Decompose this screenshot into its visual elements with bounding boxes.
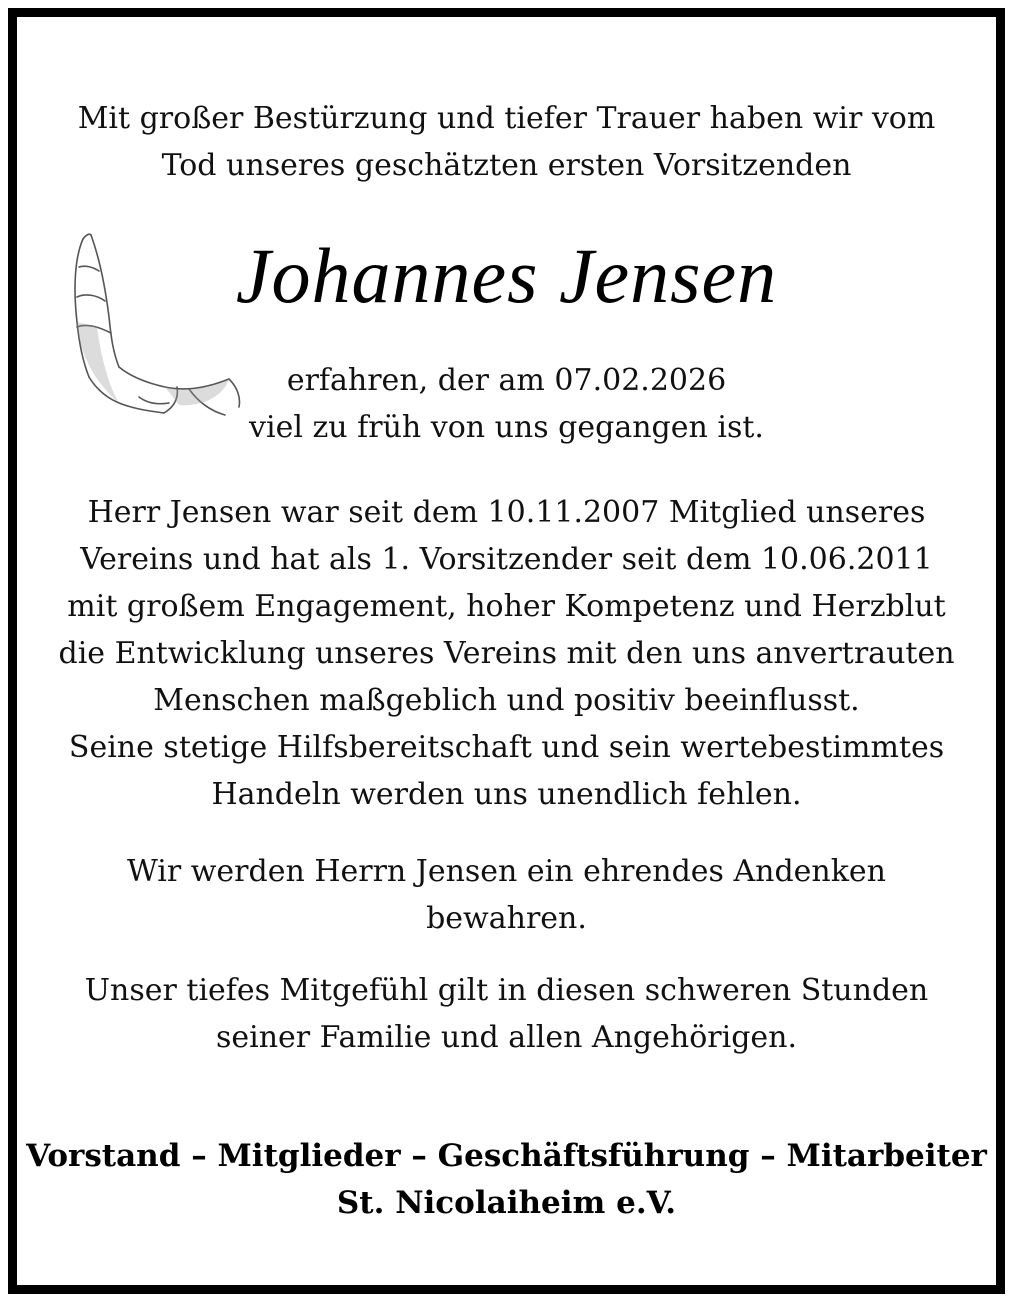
obituary-frame [8,8,1005,1294]
tribute-text [17,489,996,818]
remembrance-line-2: bewahren. [426,901,587,936]
intro-line-2: Tod unseres geschätzten ersten Vorsitzenden [161,148,852,183]
date-text [17,357,996,451]
tribute-line-7: Handeln werden uns unendlich fehlen. [211,777,802,812]
intro-text [17,95,996,189]
date-line-1: erfahren, der am 07.02.2026 [286,363,727,398]
tribute-line-4: die Entwicklung unseres Vereins mit den uns anvertrauten [58,636,955,671]
condolence-line-1: Unser tiefes Mitgefühl gilt in diesen schweren Stunden [84,973,929,1008]
deceased-name: Johannes Jensen [235,232,778,319]
tribute-line-3: mit großem Engagement, hoher Kompetenz und Herzblut [67,589,946,624]
tribute-line-5: Menschen maßgeblich und positiv beeinflusst. [153,683,860,718]
remembrance-line-1: Wir werden Herrn Jensen ein ehrendes Andenken [126,854,887,889]
tribute-line-2: Vereins und hat als 1. Vorsitzender seit dem 10.06.2011 [80,542,933,577]
remembrance-text [17,848,996,942]
tribute-line-6: Seine stetige Hilfsbereitschaft und sein wertebestimmtes [68,730,945,765]
date-line-2: viel zu früh von uns gegangen ist. [249,410,764,445]
signature-line-1: Vorstand – Mitglieder – Geschäftsführung – Mitarbeiter [26,1138,987,1174]
condolence-line-2: seiner Familie und allen Angehörigen. [215,1020,798,1055]
tribute-line-1: Herr Jensen war seit dem 10.11.2007 Mitglied unseres [87,495,926,530]
intro-line-1: Mit großer Bestürzung und tiefer Trauer haben wir vom [77,101,936,136]
signature-line-2: St. Nicolaiheim e.V. [336,1185,677,1221]
signature [17,1133,996,1227]
condolence-text [17,967,996,1061]
